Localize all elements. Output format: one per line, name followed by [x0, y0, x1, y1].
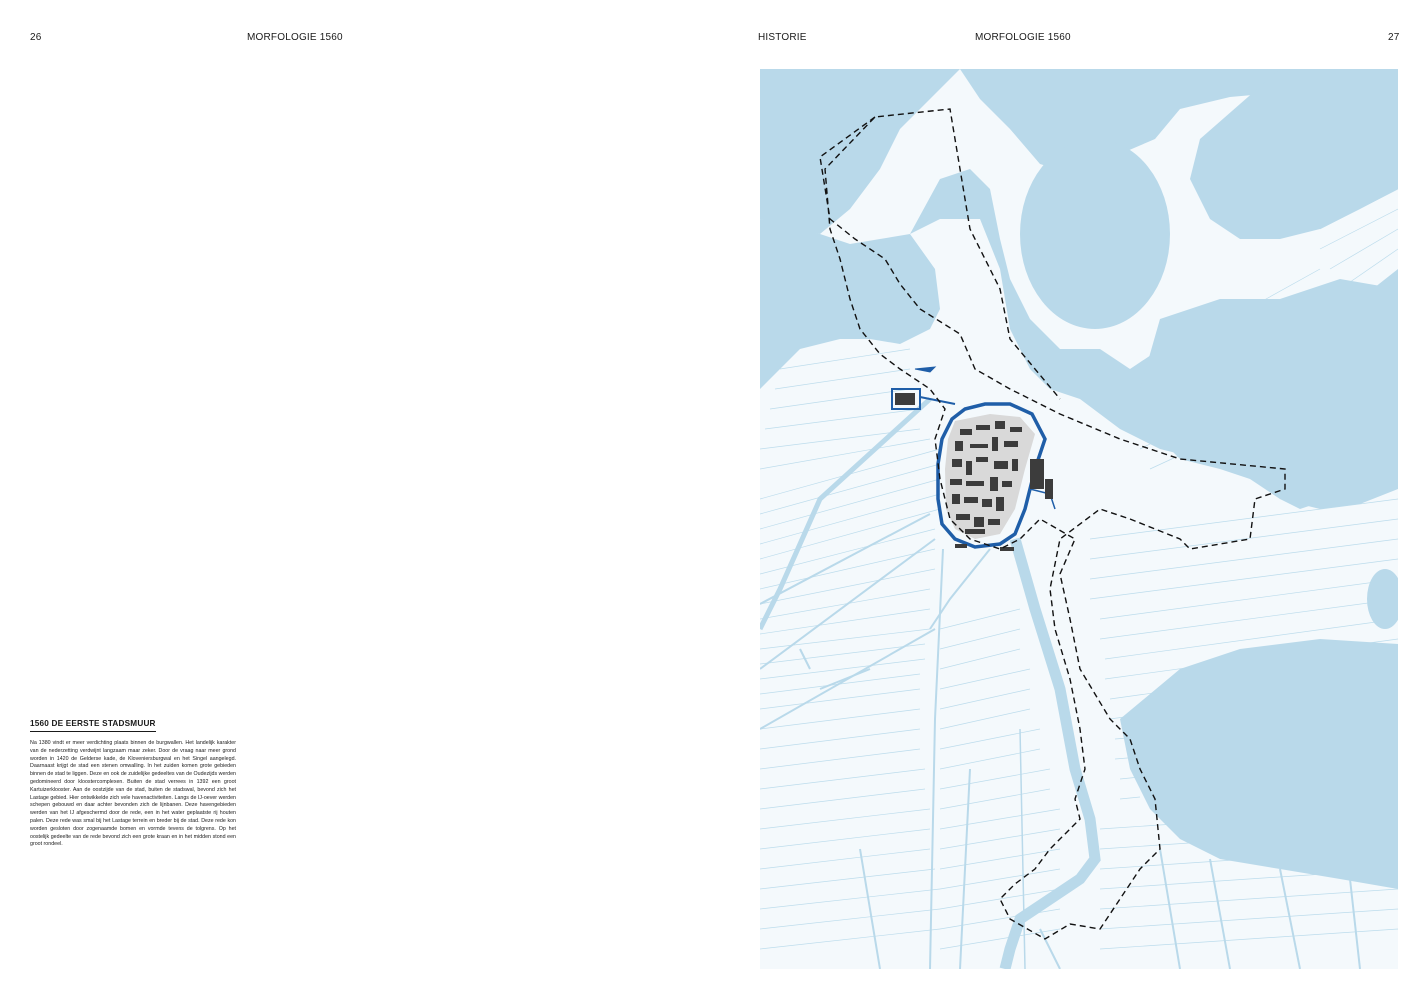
historical-map	[760, 69, 1398, 969]
map-svg	[760, 69, 1398, 969]
left-running-title: MORFOLOGIE 1560	[247, 32, 343, 43]
text-section	[30, 713, 236, 849]
right-section-title: HISTORIE	[758, 32, 807, 43]
section-heading: 1560 DE EERSTE STADSMUUR	[30, 719, 156, 732]
right-page-number: 27	[1388, 32, 1400, 43]
right-running-title: MORFOLOGIE 1560	[975, 32, 1071, 43]
section-body: Na 1380 vindt er meer verdichting plaats binnen de burgwallen. Het landelijk karakter van de nederzetting verdwijnt langzaam maar zeker. Door de vraag naar meer grond worden in 1420 de Gelderse kade, de Kloveniersburgwal en het Singel aangelegd. Daarnaast krijgt de stad een stenen omwalling. In het zuiden komen grote gebieden binnen de stad te liggen. Deze en ook de zuidelijke gedeeltes van de Oudezijds werden gedomineerd door kloostercomplexen. Buiten de stad verrees in 1392 een groot Kartuizerklooster. Aan de oostzijde van de stad, buiten de stadswal, bevond zich het Lastage gebied. Hier ontwikkelde zich vele havenactiviteiten. Langs de IJ-oever werden schepen gebouwd en daar achter bevonden zich de lijnbanen. Deze havengebieden werden van het IJ afgeschermd door de rede, een in het water geplaatste rij houten palen. Deze rede was smal bij het Lastage terrein en breder bij de stad. Deze rede kon worden gesloten door zogenaamde bomen en vormde tevens de tolgrens. Op het oostelijk gedeelte van de rede bevond zich een grote kraan en in het midden stond een groot rondeel.	[30, 740, 236, 848]
left-page-number: 26	[30, 32, 42, 43]
city-blocks	[895, 393, 1053, 551]
